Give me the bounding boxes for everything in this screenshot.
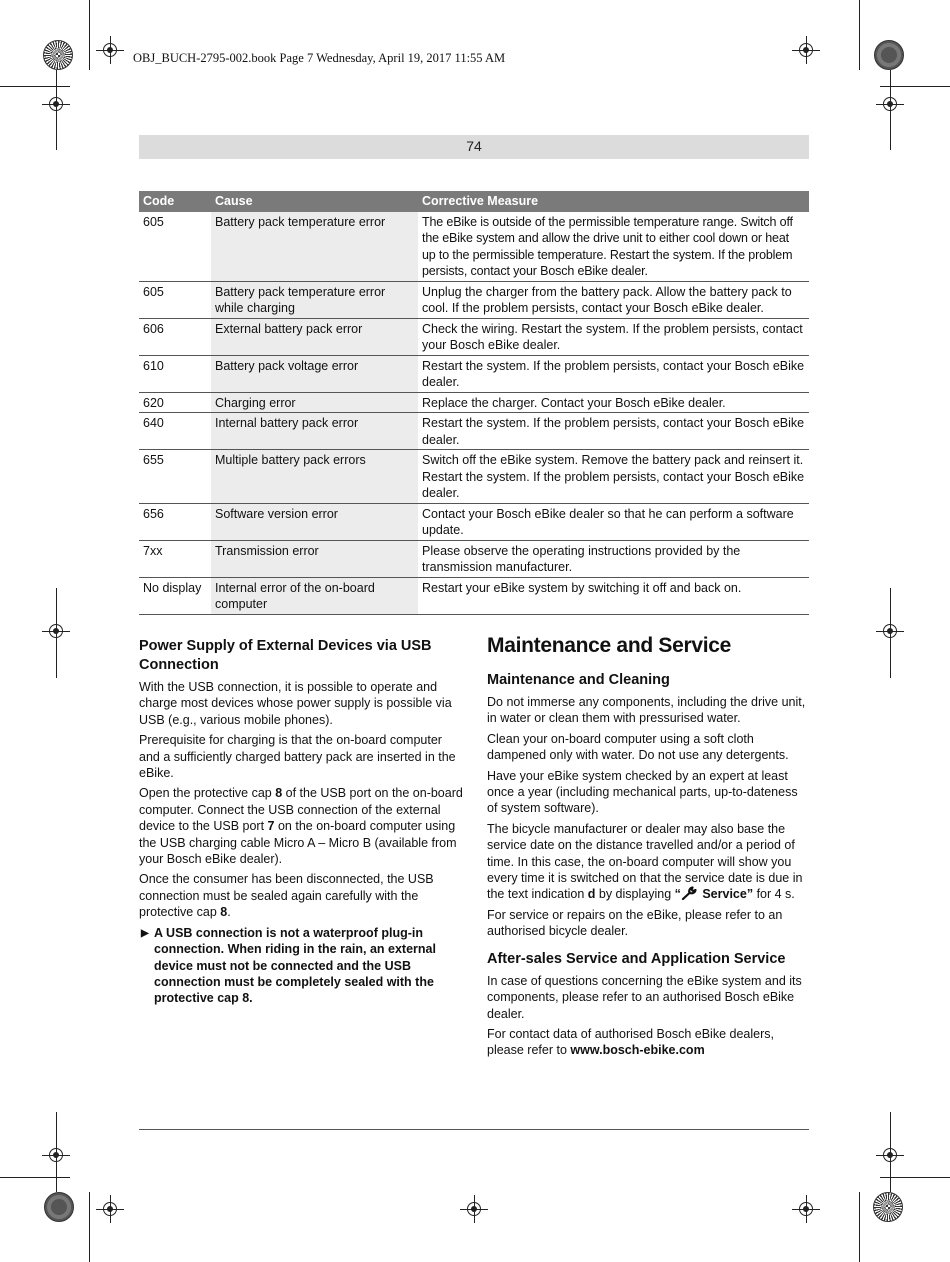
cell-measure: The eBike is outside of the permissible temperature range. Switch off the eBike system and allow the drive unit to either cool down or heat up to the permissible temperature. Restart the system. If the problem persists, contact your Bosch eBike dealer.: [418, 212, 809, 282]
table-row: [139, 503, 809, 540]
column-header-code: Code: [139, 191, 211, 212]
cell-cause: External battery pack error: [211, 318, 418, 355]
maintenance-section: [487, 633, 809, 1063]
cell-cause: Internal battery pack error: [211, 413, 418, 450]
cell-measure: Switch off the eBike system. Remove the battery pack and reinsert it. Restart the system. If the problem persists, contact your Bosch eBike dealer.: [418, 450, 809, 504]
page-number-bar: [139, 135, 809, 159]
usb-paragraph-1: With the USB connection, it is possible to operate and charge most devices whose power supply is possible via USB (e.g., various mobile phones).: [139, 680, 452, 727]
cell-measure: Restart your eBike system by switching it off and back on.: [418, 577, 809, 614]
wrench-icon: [681, 886, 699, 900]
bullet-triangle-icon: ▶: [141, 927, 149, 939]
cell-code: 620: [139, 392, 211, 413]
cell-cause: Charging error: [211, 392, 418, 413]
table-row: [139, 540, 809, 577]
cell-measure: Restart the system. If the problem persists, contact your Bosch eBike dealer.: [418, 355, 809, 392]
cell-measure: Unplug the charger from the battery pack. Allow the battery pack to cool. If the problem persists, contact your Bosch eBike dealer.: [418, 281, 809, 318]
page-number: 74: [466, 138, 482, 154]
cell-code: 7xx: [139, 540, 211, 577]
cell-code: 610: [139, 355, 211, 392]
cell-measure: Check the wiring. Restart the system. If the problem persists, contact your Bosch eBike dealer.: [418, 318, 809, 355]
maintenance-subheading-cleaning: Maintenance and Cleaning: [487, 672, 670, 688]
table-row: [139, 355, 809, 392]
cell-code: 605: [139, 281, 211, 318]
cell-cause: Transmission error: [211, 540, 418, 577]
usb-heading: Power Supply of External Devices via USB Connection: [139, 638, 432, 673]
usb-paragraph-3: Open the protective cap 8 of the USB port on the on-board computer. Connect the USB connection of the external device to the USB port 7 on the on-board computer using the USB charging cable Micro A – Micro B (available from your Bosch eBike dealer).: [139, 786, 463, 867]
maintenance-paragraph-4: The bicycle manufacturer or dealer may also base the service date on the distance travelled and/or a period of time. In this case, the on-board computer will show you every time it is switched on that the service date is due in the text indication d by displaying “ Service” for 4 s.: [487, 821, 803, 902]
bosch-website-link[interactable]: www.bosch-ebike.com: [570, 1043, 705, 1058]
table-row: [139, 318, 809, 355]
cell-cause: Internal error of the on-board computer: [211, 577, 418, 614]
maintenance-paragraph-1: Do not immerse any components, including the drive unit, in water or clean them with pressurised water.: [487, 695, 806, 726]
cell-code: 656: [139, 503, 211, 540]
error-code-table: [139, 191, 809, 615]
usb-warning-text: A USB connection is not a waterproof plug-in connection. When riding in the rain, an external device must not be connected and the USB connection must be completely sealed with the protective cap 8.: [154, 925, 436, 1006]
footer-rule: [139, 1129, 809, 1130]
usb-paragraph-2: Prerequisite for charging is that the on-board computer and a sufficiently charged battery pack are inserted in the eBike.: [139, 733, 456, 781]
after-sales-heading: After-sales Service and Application Service: [487, 950, 786, 967]
cell-measure: Contact your Bosch eBike dealer so that he can perform a software update.: [418, 503, 809, 540]
maintenance-paragraph-3: Have your eBike system checked by an expert at least once a year (including mechanical parts, up-to-dateness of system software).: [487, 768, 798, 816]
table-row: [139, 392, 809, 413]
file-info: OBJ_BUCH-2795-002.book Page 7 Wednesday, April 19, 2017 11:55 AM: [133, 51, 506, 65]
table-row: [139, 450, 809, 504]
table-header-row: [139, 191, 809, 212]
column-header-measure: Corrective Measure: [418, 191, 809, 212]
usb-warning-note: [139, 925, 464, 1007]
after-sales-paragraph-1: In case of questions concerning the eBike system and its components, please refer to an authorised Bosch eBike dealer.: [487, 973, 802, 1021]
table-row: [139, 212, 809, 282]
maintenance-paragraph-2: Clean your on-board computer using a soft cloth dampened only with water. Do not use any detergents.: [487, 731, 789, 763]
column-header-cause: Cause: [211, 191, 418, 212]
table-row: [139, 281, 809, 318]
cell-cause: Software version error: [211, 503, 418, 540]
cell-measure: Replace the charger. Contact your Bosch eBike dealer.: [418, 392, 809, 413]
cell-cause: Battery pack voltage error: [211, 355, 418, 392]
cell-code: 606: [139, 318, 211, 355]
cell-measure: Please observe the operating instructions provided by the transmission manufacturer.: [418, 540, 809, 577]
cell-code: 605: [139, 212, 211, 282]
table-row: [139, 413, 809, 450]
usb-section: [139, 637, 464, 1011]
cell-cause: Battery pack temperature error: [211, 212, 418, 282]
cell-code: No display: [139, 577, 211, 614]
after-sales-paragraph-2: For contact data of authorised Bosch eBike dealers, please refer to www.bosch-ebike.com: [487, 1026, 774, 1058]
cell-measure: Restart the system. If the problem persists, contact your Bosch eBike dealer.: [418, 413, 809, 450]
cell-cause: Multiple battery pack errors: [211, 450, 418, 504]
maintenance-paragraph-5: For service or repairs on the eBike, please refer to an authorised bicycle dealer.: [487, 907, 783, 939]
cell-code: 640: [139, 413, 211, 450]
usb-paragraph-4: Once the consumer has been disconnected, the USB connection must be sealed again carefully with the protective cap 8.: [139, 872, 434, 920]
table-row: [139, 577, 809, 614]
cell-cause: Battery pack temperature error while charging: [211, 281, 418, 318]
cell-code: 655: [139, 450, 211, 504]
maintenance-title: Maintenance and Service: [487, 634, 732, 657]
